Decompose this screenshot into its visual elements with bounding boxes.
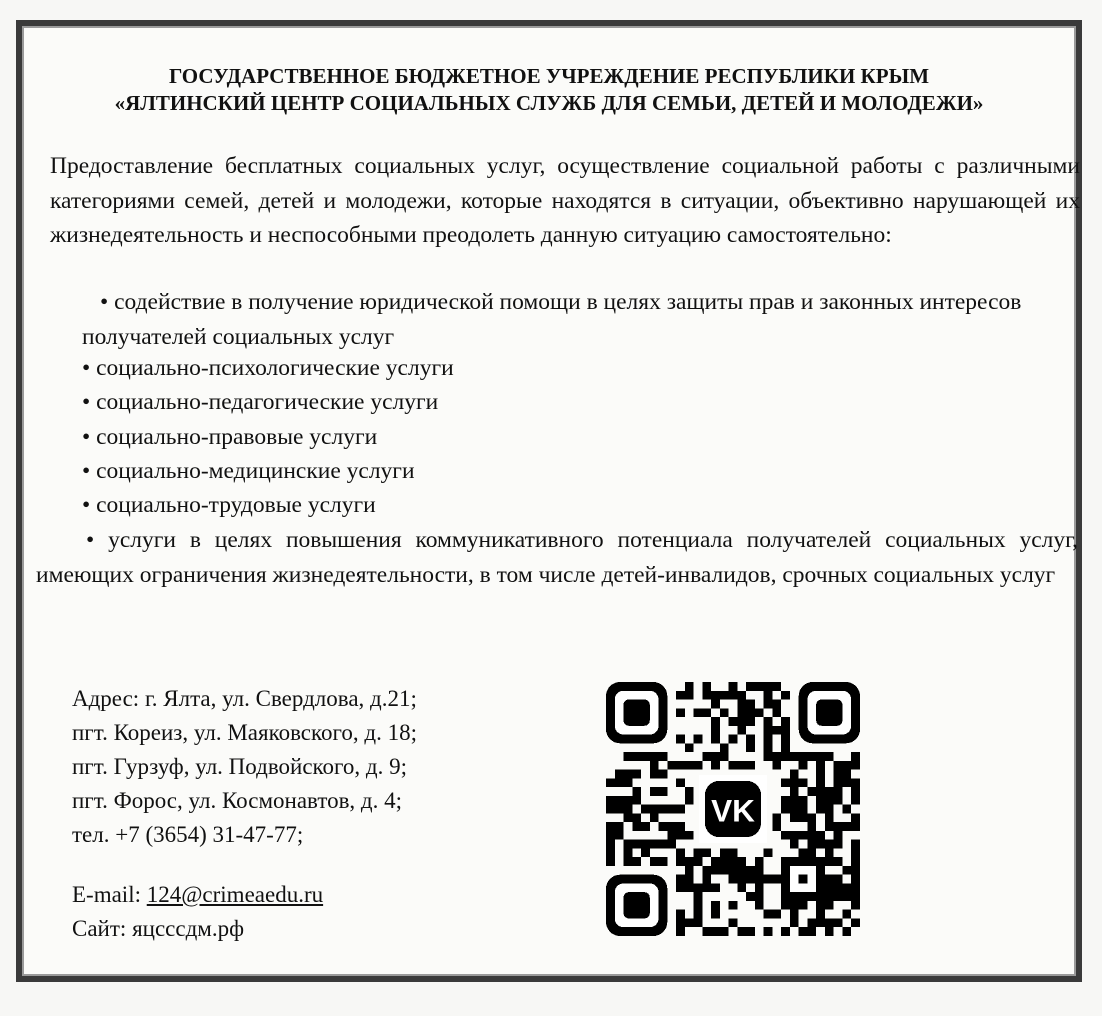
document-frame: [16, 20, 1082, 982]
address-line: пгт. Форос, ул. Космонавтов, д. 4;: [72, 788, 403, 813]
site-label: Сайт:: [72, 916, 133, 941]
address-line: пгт. Гурзуф, ул. Подвойского, д. 9;: [72, 754, 407, 779]
qr-code[interactable]: [606, 682, 860, 936]
email-label: E-mail:: [72, 882, 147, 907]
site-line: [72, 912, 323, 946]
address-line: Адрес: г. Ялта, ул. Свердлова, д.21;: [72, 686, 417, 711]
phone-line: тел. +7 (3654) 31-47-77;: [72, 822, 304, 847]
service-item: • социально-правовые услуги: [82, 424, 378, 450]
title-line-2: «ЯЛТИНСКИЙ ЦЕНТР СОЦИАЛЬНЫХ СЛУЖБ ДЛЯ СЕМЬИ, ДЕТЕЙ И МОЛОДЕЖИ»: [114, 91, 984, 115]
email-line: [72, 878, 323, 912]
service-item: • социально-медицинские услуги: [82, 458, 415, 484]
qr-finder-top-left: [606, 682, 667, 743]
service-item: • социально-педагогические услуги: [82, 389, 439, 415]
vk-logo-text: VK: [711, 792, 755, 829]
intro-paragraph: Предоставление бесплатных социальных услуг, осуществление социальной работы с различными категориями семей, детей и молодежи, которые находятся в ситуации, объективно нарушающей их жизнедеятельность и неспособными преодолеть данную ситуацию самостоятельно:: [50, 153, 1080, 248]
qr-finder-top-right: [799, 682, 860, 743]
title-line-1: ГОСУДАРСТВЕННОЕ БЮДЖЕТНОЕ УЧРЕЖДЕНИЕ РЕСПУБЛИКИ КРЫМ: [168, 64, 930, 88]
vk-logo-icon: [699, 775, 767, 843]
email-link[interactable]: 124@crimeaedu.ru: [146, 882, 324, 907]
contacts-block: [72, 878, 323, 946]
service-item: • содействие в получение юридической помощи в целях защиты прав и законных интересов получателей социальных услуг: [82, 289, 1022, 350]
organization-title: [22, 63, 1076, 117]
service-item: • социально-трудовые услуги: [82, 492, 376, 518]
site-value: яцсссдм.рф: [132, 916, 244, 941]
address-block: [72, 682, 417, 852]
qr-finder-bottom-left: [606, 875, 667, 936]
service-item: • социально-психологические услуги: [82, 355, 454, 381]
address-line: пгт. Кореиз, ул. Маяковского, д. 18;: [72, 720, 417, 745]
service-item: • услуги в целях повышения коммуникативного потенциала получателей социальных услуг, имеющих ограничения жизнедеятельности, в том числе детей-инвалидов, срочных социальных услуг: [36, 527, 1078, 588]
